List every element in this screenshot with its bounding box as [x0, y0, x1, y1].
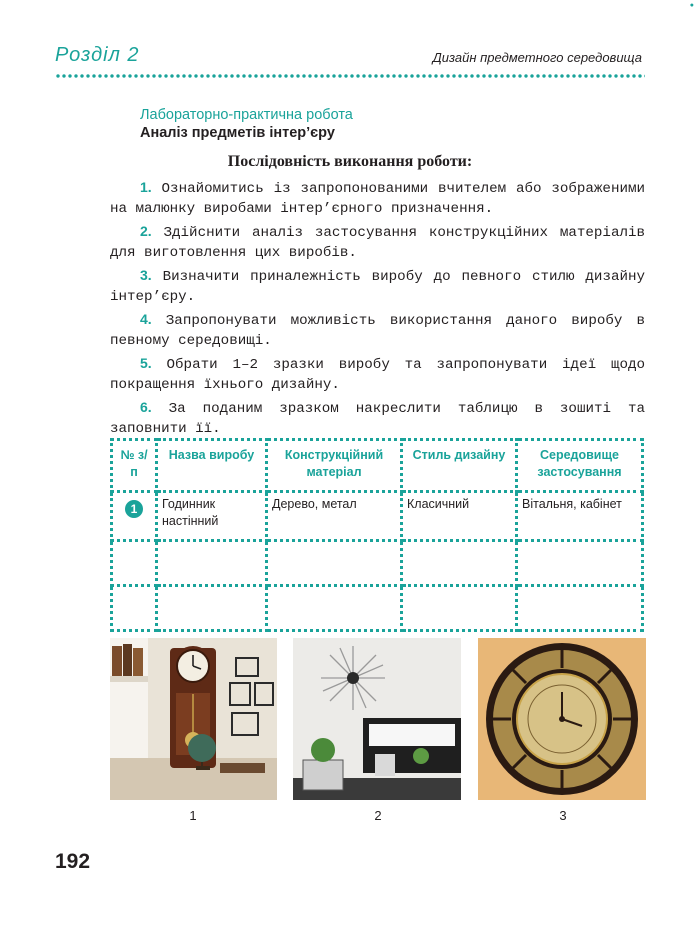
step-item [110, 177, 645, 219]
step-text: Обрати 1–2 зразки виробу та запропонувати ідеї щодо покращення їхнього дизайну. [110, 357, 645, 393]
step-text: Запропонувати можливість використання даного виробу в певному середовищі. [110, 313, 645, 349]
sunburst-clock-icon [293, 638, 461, 800]
col-header-number: № з/п [112, 440, 157, 492]
photo-mosaic-clock [478, 638, 646, 800]
step-text: Визначити приналежність виробу до певного стилю дизайну інтер’єру. [110, 269, 646, 305]
table-cell [517, 586, 643, 631]
table-cell [402, 541, 517, 586]
table-cell: Вітальня, кабінет [517, 492, 643, 541]
table-cell [112, 492, 157, 541]
publisher-logo: ● [689, 2, 694, 9]
table-cell [517, 541, 643, 586]
step-number: 6. [140, 399, 152, 415]
table-cell: Годинник настінний [157, 492, 267, 541]
table-row [112, 541, 643, 586]
photo-pendulum-clock [110, 638, 277, 800]
running-header-title: Дизайн предметного середовища [432, 50, 642, 65]
step-item [110, 353, 645, 395]
table-row [112, 492, 643, 541]
step-item [110, 397, 645, 439]
figure-caption: 3 [559, 808, 567, 823]
col-header-environment: Середовище застосування [517, 440, 643, 492]
step-item [110, 221, 645, 263]
table-row [112, 586, 643, 631]
step-item [110, 309, 645, 351]
row-number-badge: 1 [125, 500, 143, 518]
table-cell [402, 586, 517, 631]
step-text: За поданим зразком накреслити таблицю в зошиті та заповнити її. [110, 401, 645, 437]
step-item [110, 265, 645, 307]
step-number: 2. [140, 223, 152, 239]
table-header-row [112, 440, 643, 492]
dotted-divider [55, 74, 645, 78]
step-text: Здійснити аналіз застосування конструкційних матеріалів для виготовлення цих виробів. [110, 225, 646, 261]
analysis-table [110, 438, 644, 632]
step-number: 3. [140, 267, 152, 283]
table-cell [267, 586, 402, 631]
sequence-title: Послідовність виконання роботи: [227, 153, 473, 170]
lab-title: Лабораторно-практична робота [140, 107, 353, 123]
col-header-material: Конструкційний матеріал [267, 440, 402, 492]
step-number: 5. [140, 355, 152, 371]
col-header-name: Назва виробу [157, 440, 267, 492]
figure-caption: 2 [374, 808, 382, 823]
step-number: 1. [140, 179, 152, 195]
pendulum-clock-icon [110, 638, 277, 800]
photo-sunburst-clock [293, 638, 461, 800]
col-header-style: Стиль дизайну [402, 440, 517, 492]
section-label: Розділ 2 [55, 44, 140, 66]
table-cell [267, 541, 402, 586]
step-text: Ознайомитись із запропонованими вчителем або зображеними на малюнку виробами інтер’єрного призначення. [110, 181, 646, 217]
steps-list [110, 177, 645, 441]
page-number: 192 [55, 850, 91, 873]
table-cell [157, 586, 267, 631]
table-cell [112, 586, 157, 631]
table-cell: Класичний [402, 492, 517, 541]
mosaic-clock-icon [478, 638, 646, 800]
figure-caption: 1 [189, 808, 197, 823]
step-number: 4. [140, 311, 152, 327]
table-cell [157, 541, 267, 586]
lab-subtitle: Аналіз предметів інтер’єру [140, 125, 335, 141]
table-cell [112, 541, 157, 586]
table-cell: Дерево, метал [267, 492, 402, 541]
